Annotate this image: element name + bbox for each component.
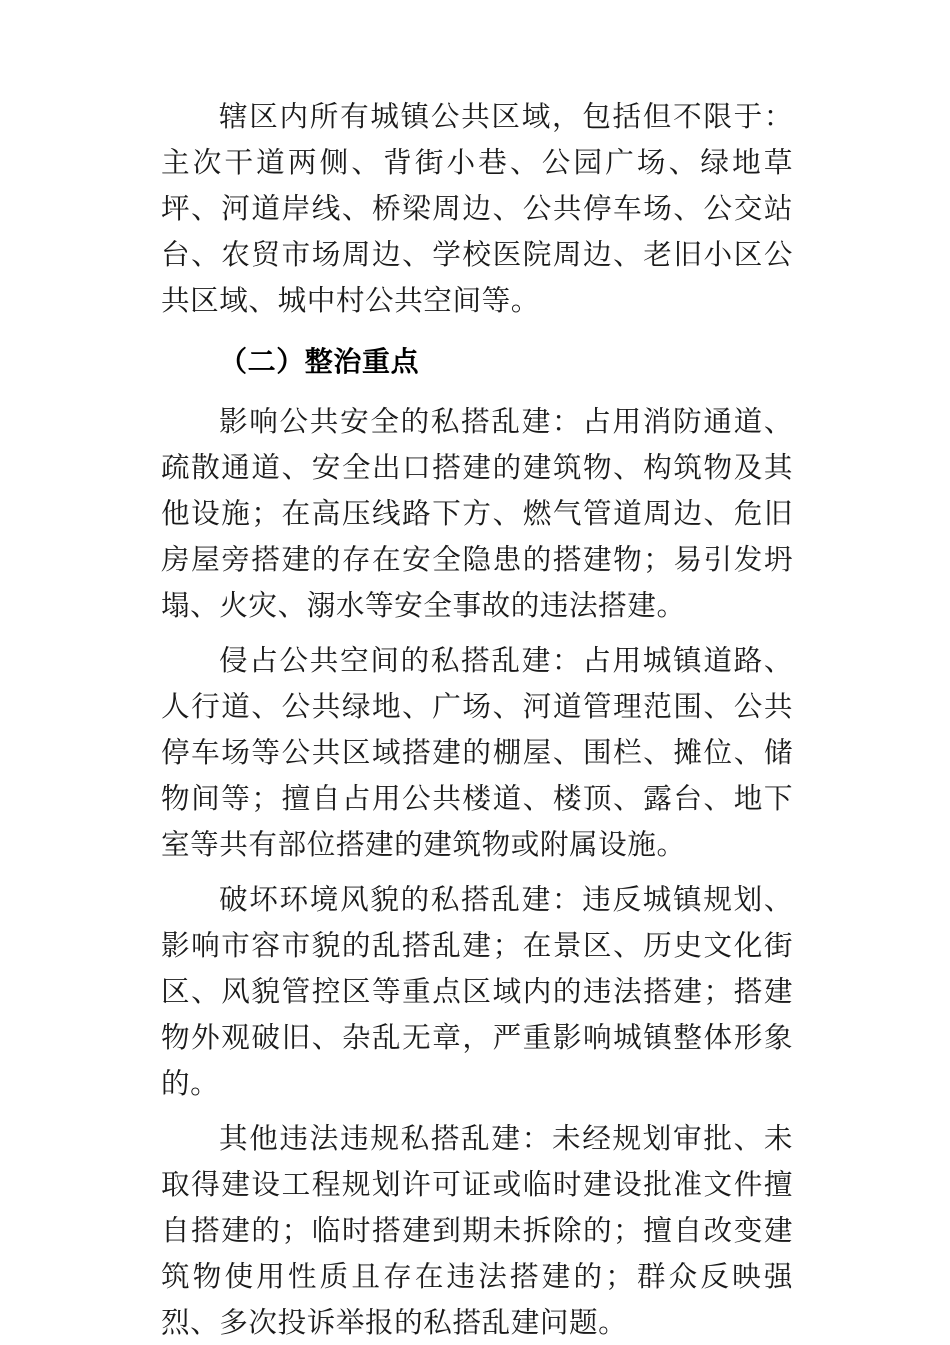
paragraph-scope: 辖区内所有城镇公共区域，包括但不限于：主次干道两侧、背街小巷、公园广场、绿地草坪、河道岸线、桥梁周边、公共停车场、公交站台、农贸市场周边、学校医院周边、老旧小区公共区域、城中村公共空间等。 — [161, 99, 793, 317]
document-text-body — [161, 93, 793, 1345]
paragraph-other-violations: 其他违法违规私搭乱建：未经规划审批、未取得建设工程规划许可证或临时建设批准文件擅自搭建的；临时搭建到期未拆除的；擅自改变建筑物使用性质且存在违法搭建的；群众反映强烈、多次投诉举报的私搭乱建问题。 — [161, 1121, 793, 1339]
paragraph-public-safety: 影响公共安全的私搭乱建：占用消防通道、疏散通道、安全出口搭建的建筑物、构筑物及其他设施；在高压线路下方、燃气管道周边、危旧房屋旁搭建的存在安全隐患的搭建物；易引发坍塌、火灾、溺水等安全事故的违法搭建。 — [161, 404, 793, 622]
paragraph-public-space: 侵占公共空间的私搭乱建：占用城镇道路、人行道、公共绿地、广场、河道管理范围、公共停车场等公共区域搭建的棚屋、围栏、摊位、储物间等；擅自占用公共楼道、楼顶、露台、地下室等共有部位搭建的建筑物或附属设施。 — [161, 643, 793, 861]
paragraph-environment: 破坏环境风貌的私搭乱建：违反城镇规划、影响市容市貌的乱搭乱建；在景区、历史文化街区、风貌管控区等重点区域内的违法搭建；搭建物外观破旧、杂乱无章，严重影响城镇整体形象的。 — [161, 882, 793, 1100]
heading-section-two: （二）整治重点 — [219, 345, 420, 378]
